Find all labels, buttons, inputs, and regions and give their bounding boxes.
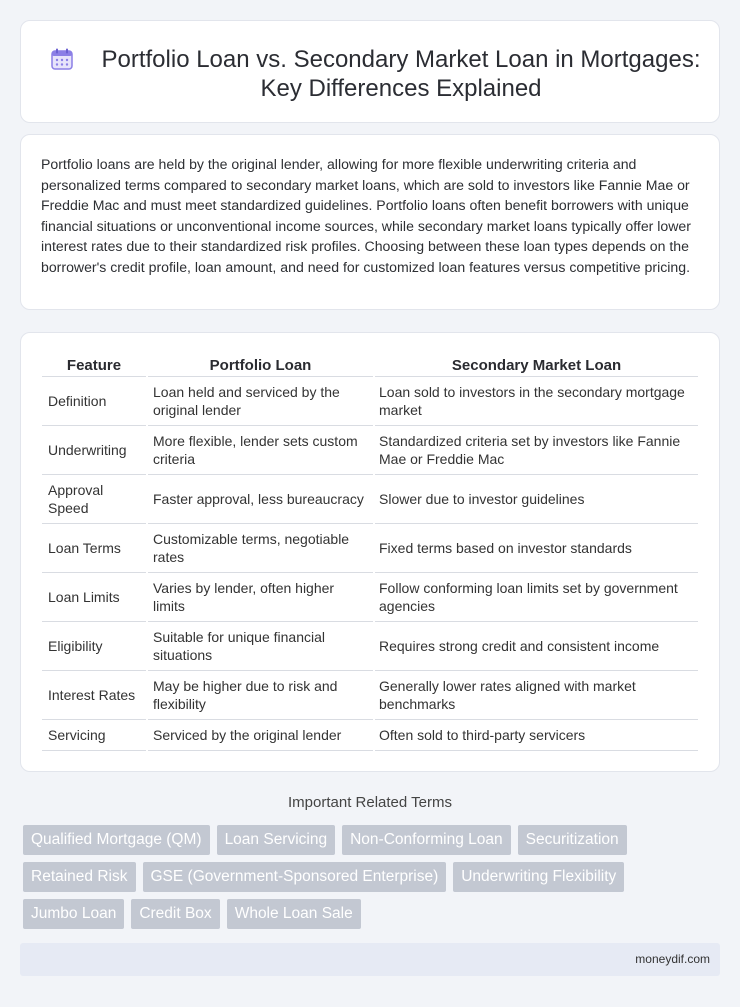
term-tag[interactable]: Securitization	[518, 825, 627, 855]
table-header-row	[42, 354, 698, 376]
feature-cell: Servicing	[42, 719, 147, 750]
table-row	[42, 376, 698, 425]
table-row	[42, 425, 698, 474]
portfolio-cell: Varies by lender, often higher limits	[147, 572, 374, 621]
term-row	[23, 862, 723, 892]
calendar-icon	[50, 47, 74, 71]
term-tag[interactable]: Loan Servicing	[217, 825, 336, 855]
term-tag[interactable]: Non-Conforming Loan	[342, 825, 511, 855]
secondary-cell: Often sold to third-party servicers	[374, 719, 698, 750]
summary-paragraph: Portfolio loans are held by the original lender, allowing for more flexible underwriting criteria and personalized terms compared to secondary market loans, which are sold to investors like Fannie Mae or Freddie Mac and must meet standardized guidelines. Portfolio loans often benefit borrowers with unique financial situations or unconventional income sources, while secondary market loans typically offer lower interest rates due to their standardized risk profiles. Choosing between these loan types depends on the borrower's credit profile, loan amount, and need for customized loan features versus competitive pricing.	[41, 156, 691, 275]
term-tag[interactable]: Jumbo Loan	[23, 899, 124, 929]
feature-cell: Definition	[42, 376, 147, 425]
feature-cell: Eligibility	[42, 621, 147, 670]
feature-cell: Approval Speed	[42, 474, 147, 523]
term-row	[23, 899, 723, 929]
column-header-secondary-market-loan: Secondary Market Loan	[374, 354, 698, 376]
secondary-cell: Loan sold to investors in the secondary mortgage market	[374, 376, 698, 425]
feature-cell: Interest Rates	[42, 670, 147, 719]
table-row	[42, 670, 698, 719]
title-card	[20, 20, 720, 123]
portfolio-cell: Serviced by the original lender	[147, 719, 374, 750]
secondary-cell: Follow conforming loan limits set by government agencies	[374, 572, 698, 621]
footer-site-link[interactable]: moneydif.com	[635, 952, 710, 966]
portfolio-cell: Suitable for unique financial situations	[147, 621, 374, 670]
related-terms	[23, 825, 723, 936]
term-tag[interactable]: Retained Risk	[23, 862, 136, 892]
term-tag[interactable]: Qualified Mortgage (QM)	[23, 825, 210, 855]
column-header-portfolio-loan: Portfolio Loan	[147, 354, 374, 376]
footer	[20, 943, 720, 976]
summary-card	[20, 134, 720, 310]
feature-cell: Underwriting	[42, 425, 147, 474]
portfolio-cell: Faster approval, less bureaucracy	[147, 474, 374, 523]
secondary-cell: Requires strong credit and consistent income	[374, 621, 698, 670]
column-header-feature: Feature	[42, 354, 147, 376]
related-terms-heading: Important Related Terms	[288, 794, 452, 811]
feature-cell: Loan Terms	[42, 523, 147, 572]
term-tag[interactable]: Underwriting Flexibility	[453, 862, 624, 892]
portfolio-cell: More flexible, lender sets custom criteria	[147, 425, 374, 474]
comparison-table-card	[20, 332, 720, 772]
term-tag[interactable]: GSE (Government-Sponsored Enterprise)	[143, 862, 447, 892]
term-row	[23, 825, 723, 855]
term-tag[interactable]: Whole Loan Sale	[227, 899, 361, 929]
feature-cell: Loan Limits	[42, 572, 147, 621]
secondary-cell: Generally lower rates aligned with market benchmarks	[374, 670, 698, 719]
secondary-cell: Slower due to investor guidelines	[374, 474, 698, 523]
table-row	[42, 719, 698, 750]
table-row	[42, 572, 698, 621]
term-tag[interactable]: Credit Box	[131, 899, 219, 929]
table-row	[42, 474, 698, 523]
portfolio-cell: May be higher due to risk and flexibility	[147, 670, 374, 719]
portfolio-cell: Loan held and serviced by the original lender	[147, 376, 374, 425]
table-row	[42, 621, 698, 670]
secondary-cell: Fixed terms based on investor standards	[374, 523, 698, 572]
secondary-cell: Standardized criteria set by investors like Fannie Mae or Freddie Mac	[374, 425, 698, 474]
portfolio-cell: Customizable terms, negotiable rates	[147, 523, 374, 572]
page-title: Portfolio Loan vs. Secondary Market Loan in Mortgages: Key Differences Explained	[101, 46, 701, 102]
table-row	[42, 523, 698, 572]
comparison-table	[42, 354, 698, 751]
